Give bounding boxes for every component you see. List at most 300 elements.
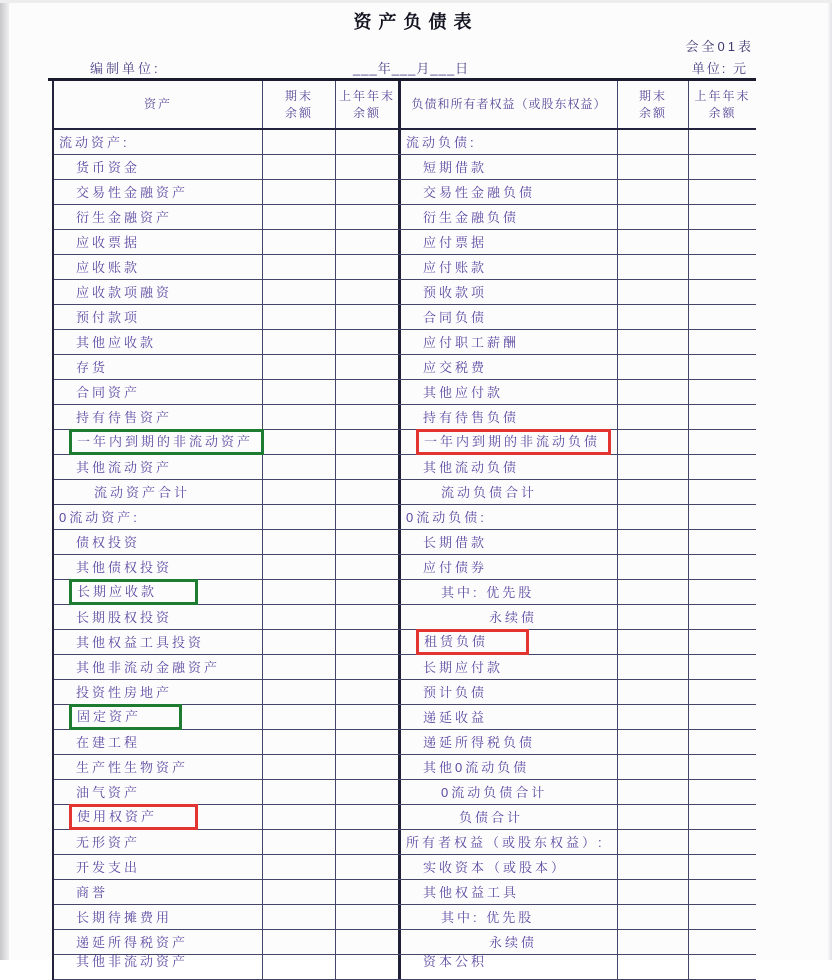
liability-ending-balance-cell [618, 705, 689, 729]
liability-prior-year-cell [689, 755, 756, 779]
liability-prior-year-cell [689, 205, 756, 229]
liability-item-label: 递延收益 [423, 709, 488, 725]
liability-ending-balance-cell [618, 405, 689, 429]
asset-prior-year-cell [336, 505, 401, 529]
liability-item-label: 其中: 优先股 [441, 584, 535, 600]
liability-item-cell [401, 430, 618, 454]
liability-ending-balance-cell [618, 155, 689, 179]
liability-item-cell [401, 605, 618, 629]
asset-ending-balance-cell [263, 280, 336, 304]
liability-item-label: 流动负债合计 [441, 484, 538, 500]
asset-ending-balance-cell [263, 555, 336, 579]
ending-balance-line1: 期末 [284, 88, 313, 103]
asset-item-cell [54, 955, 263, 979]
prior-year-column-header-2 [689, 81, 756, 128]
asset-item-cell [54, 755, 263, 779]
asset-item-label: 持有待售资产 [76, 409, 173, 425]
prior-year-column-header [336, 81, 401, 128]
asset-prior-year-cell [336, 330, 401, 354]
asset-prior-year-cell [336, 530, 401, 554]
liability-prior-year-cell [689, 530, 756, 554]
asset-item-cell [54, 430, 263, 454]
asset-item-cell [54, 355, 263, 379]
liability-ending-balance-cell [618, 880, 689, 904]
liability-item-label: 其中: 优先股 [441, 909, 535, 925]
asset-prior-year-cell [336, 280, 401, 304]
asset-item-label: 其他非流动金融资产 [76, 659, 221, 675]
liability-item-cell [401, 855, 618, 879]
liability-item-label: 其他0流动负债 [423, 759, 530, 775]
asset-prior-year-cell [336, 405, 401, 429]
liability-item-cell [401, 730, 618, 754]
table-row [54, 830, 756, 855]
liability-prior-year-cell [689, 130, 756, 154]
table-row [54, 580, 756, 605]
liability-prior-year-cell [689, 580, 756, 604]
asset-item-cell [54, 280, 263, 304]
asset-item-label: 其他流动资产 [76, 459, 173, 475]
ending-balance-line2: 余额 [638, 105, 667, 120]
asset-ending-balance-cell [263, 205, 336, 229]
liability-item-label: 负债合计 [459, 809, 524, 825]
table-row [54, 755, 756, 780]
asset-item-label: 其他应收款 [76, 334, 157, 350]
liability-prior-year-cell [689, 930, 756, 954]
asset-item-cell [54, 780, 263, 804]
table-row [54, 930, 756, 955]
liability-ending-balance-cell [618, 855, 689, 879]
table-row [54, 680, 756, 705]
liability-prior-year-cell [689, 380, 756, 404]
liability-prior-year-cell [689, 905, 756, 929]
asset-prior-year-cell [336, 130, 401, 154]
liability-prior-year-cell [689, 230, 756, 254]
table-row [54, 630, 756, 655]
table-row [54, 380, 756, 405]
table-row [54, 730, 756, 755]
liability-ending-balance-cell [618, 130, 689, 154]
liability-prior-year-cell [689, 630, 756, 654]
liability-prior-year-cell [689, 430, 756, 454]
liability-item-label: 流动负债: [406, 134, 477, 150]
table-row [54, 405, 756, 430]
liability-ending-balance-cell [618, 755, 689, 779]
asset-item-cell [54, 930, 263, 954]
liability-item-cell [401, 705, 618, 729]
ending-balance-column-header-2 [618, 81, 689, 128]
liability-item-cell [401, 905, 618, 929]
liabilities-header-label: 负债和所有者权益（或股东权益） [411, 97, 607, 111]
liability-ending-balance-cell [618, 330, 689, 354]
asset-prior-year-cell [336, 305, 401, 329]
asset-ending-balance-cell [263, 855, 336, 879]
liability-prior-year-cell [689, 655, 756, 679]
asset-item-cell [54, 530, 263, 554]
liability-item-cell [401, 180, 618, 204]
asset-prior-year-cell [336, 880, 401, 904]
asset-prior-year-cell [336, 255, 401, 279]
asset-item-label: 其他债权投资 [76, 559, 173, 575]
asset-item-label-green-box: 一年内到期的非流动资产 [69, 429, 264, 455]
liability-ending-balance-cell [618, 380, 689, 404]
liability-ending-balance-cell [618, 630, 689, 654]
liability-ending-balance-cell [618, 505, 689, 529]
liability-item-cell [401, 530, 618, 554]
asset-item-label: 存货 [76, 359, 109, 375]
asset-item-label: 投资性房地产 [76, 684, 173, 700]
liability-item-label: 永续债 [489, 934, 538, 950]
table-row [54, 330, 756, 355]
liability-item-cell [401, 830, 618, 854]
liability-ending-balance-cell [618, 930, 689, 954]
liability-prior-year-cell [689, 455, 756, 479]
asset-ending-balance-cell [263, 730, 336, 754]
liability-prior-year-cell [689, 280, 756, 304]
table-row [54, 780, 756, 805]
asset-ending-balance-cell [263, 355, 336, 379]
liability-prior-year-cell [689, 355, 756, 379]
liability-item-cell [401, 330, 618, 354]
asset-item-label: 货币资金 [76, 159, 141, 175]
table-row [54, 155, 756, 180]
asset-item-cell [54, 230, 263, 254]
asset-item-cell [54, 830, 263, 854]
asset-ending-balance-cell [263, 705, 336, 729]
asset-prior-year-cell [336, 805, 401, 829]
asset-ending-balance-cell [263, 930, 336, 954]
liability-item-label: 永续债 [489, 609, 538, 625]
liability-item-label: 其他应付款 [423, 384, 504, 400]
liability-item-label: 预收款项 [423, 284, 488, 300]
asset-item-label: 应收款项融资 [76, 284, 173, 300]
asset-prior-year-cell [336, 930, 401, 954]
liability-ending-balance-cell [618, 730, 689, 754]
liability-item-label: 递延所得税负债 [423, 734, 536, 750]
asset-item-label: 商誉 [76, 884, 109, 900]
liability-item-label: 所有者权益（或股东权益）: [406, 834, 605, 850]
asset-ending-balance-cell [263, 330, 336, 354]
liability-item-label: 长期应付款 [423, 659, 504, 675]
asset-item-cell [54, 180, 263, 204]
asset-prior-year-cell [336, 180, 401, 204]
table-row [54, 430, 756, 455]
asset-ending-balance-cell [263, 755, 336, 779]
liability-prior-year-cell [689, 855, 756, 879]
prior-year-line2: 余额 [708, 105, 737, 120]
asset-ending-balance-cell [263, 230, 336, 254]
asset-prior-year-cell [336, 780, 401, 804]
asset-ending-balance-cell [263, 580, 336, 604]
liability-ending-balance-cell [618, 605, 689, 629]
asset-ending-balance-cell [263, 380, 336, 404]
asset-prior-year-cell [336, 655, 401, 679]
asset-item-label: 债权投资 [76, 534, 141, 550]
liability-item-cell [401, 305, 618, 329]
liability-item-cell [401, 255, 618, 279]
asset-item-label: 长期待摊费用 [76, 909, 173, 925]
liability-prior-year-cell [689, 330, 756, 354]
liability-item-cell [401, 930, 618, 954]
asset-prior-year-cell [336, 680, 401, 704]
asset-item-label: 其他非流动资产 [76, 954, 189, 969]
asset-ending-balance-cell [263, 455, 336, 479]
asset-prior-year-cell [336, 430, 401, 454]
table-row [54, 655, 756, 680]
asset-item-cell [54, 855, 263, 879]
table-body [54, 130, 756, 980]
asset-item-label: 应收账款 [76, 259, 141, 275]
asset-item-label: 递延所得税资产 [76, 934, 189, 950]
table-row [54, 955, 756, 980]
asset-item-label: 预付款项 [76, 309, 141, 325]
liability-prior-year-cell [689, 505, 756, 529]
liability-item-label-red-box: 租赁负债 [416, 629, 529, 655]
liability-ending-balance-cell [618, 355, 689, 379]
liability-ending-balance-cell [618, 280, 689, 304]
liability-ending-balance-cell [618, 455, 689, 479]
asset-item-cell [54, 255, 263, 279]
table-row [54, 255, 756, 280]
liability-ending-balance-cell [618, 530, 689, 554]
liability-item-label: 其他流动负债 [423, 459, 520, 475]
liability-ending-balance-cell [618, 830, 689, 854]
asset-item-cell [54, 705, 263, 729]
assets-header-label: 资产 [143, 97, 172, 111]
liability-item-label: 应付账款 [423, 259, 488, 275]
asset-ending-balance-cell [263, 880, 336, 904]
asset-item-label-red-box: 使用权资产 [69, 804, 198, 830]
asset-item-label: 衍生金融资产 [76, 209, 173, 225]
liability-item-cell [401, 680, 618, 704]
asset-prior-year-cell [336, 230, 401, 254]
asset-item-cell [54, 630, 263, 654]
liability-ending-balance-cell [618, 430, 689, 454]
liability-ending-balance-cell [618, 180, 689, 204]
liability-item-cell [401, 955, 618, 979]
asset-item-label: 在建工程 [76, 734, 141, 750]
liability-item-cell [401, 155, 618, 179]
asset-ending-balance-cell [263, 830, 336, 854]
asset-prior-year-cell [336, 705, 401, 729]
liability-item-cell [401, 880, 618, 904]
liability-ending-balance-cell [618, 905, 689, 929]
asset-prior-year-cell [336, 380, 401, 404]
scan-edge-right [827, 0, 832, 960]
liability-ending-balance-cell [618, 255, 689, 279]
table-row [54, 305, 756, 330]
asset-item-label: 长期股权投资 [76, 609, 173, 625]
liability-item-label: 长期借款 [423, 534, 488, 550]
liability-item-cell [401, 130, 618, 154]
table-row [54, 555, 756, 580]
asset-prior-year-cell [336, 905, 401, 929]
asset-item-cell [54, 405, 263, 429]
liability-item-label: 0流动负债合计 [441, 784, 548, 800]
table-row [54, 130, 756, 155]
liability-item-cell [401, 355, 618, 379]
asset-item-label: 交易性金融资产 [76, 184, 189, 200]
liability-item-cell [401, 580, 618, 604]
liability-ending-balance-cell [618, 580, 689, 604]
liability-prior-year-cell [689, 730, 756, 754]
table-row [54, 505, 756, 530]
asset-ending-balance-cell [263, 605, 336, 629]
asset-item-label: 无形资产 [76, 834, 141, 850]
liability-prior-year-cell [689, 780, 756, 804]
liability-item-cell [401, 280, 618, 304]
asset-item-label-green-box: 固定资产 [69, 704, 182, 730]
liability-prior-year-cell [689, 180, 756, 204]
liability-prior-year-cell [689, 555, 756, 579]
asset-item-cell [54, 330, 263, 354]
liability-item-label-red-box: 一年内到期的非流动负债 [416, 429, 611, 455]
date-line: ___年___月___日 [353, 61, 470, 76]
asset-item-cell [54, 505, 263, 529]
asset-ending-balance-cell [263, 955, 336, 979]
asset-item-cell [54, 605, 263, 629]
asset-item-cell [54, 480, 263, 504]
asset-item-label: 油气资产 [76, 784, 141, 800]
asset-item-label: 应收票据 [76, 234, 141, 250]
prior-year-line1: 上年年末 [694, 88, 751, 103]
scan-edge-left [0, 0, 9, 960]
asset-prior-year-cell [336, 830, 401, 854]
asset-item-cell [54, 805, 263, 829]
asset-item-cell [54, 680, 263, 704]
asset-item-label: 合同资产 [76, 384, 141, 400]
liability-prior-year-cell [689, 830, 756, 854]
table-row [54, 805, 756, 830]
liability-ending-balance-cell [618, 480, 689, 504]
asset-ending-balance-cell [263, 255, 336, 279]
asset-prior-year-cell [336, 355, 401, 379]
table-row [54, 455, 756, 480]
asset-item-cell [54, 880, 263, 904]
liability-item-cell [401, 780, 618, 804]
asset-ending-balance-cell [263, 680, 336, 704]
table-row [54, 230, 756, 255]
asset-item-cell [54, 155, 263, 179]
prepared-by-label: 编制单位: [90, 61, 161, 76]
asset-ending-balance-cell [263, 480, 336, 504]
table-row [54, 280, 756, 305]
asset-ending-balance-cell [263, 130, 336, 154]
asset-item-cell [54, 555, 263, 579]
liability-prior-year-cell [689, 705, 756, 729]
assets-column-header [54, 81, 263, 128]
asset-item-cell [54, 905, 263, 929]
asset-ending-balance-cell [263, 905, 336, 929]
asset-item-cell [54, 130, 263, 154]
prior-year-line2: 余额 [352, 105, 381, 120]
table-row [54, 855, 756, 880]
asset-ending-balance-cell [263, 405, 336, 429]
balance-sheet-table [52, 81, 756, 980]
asset-item-cell [54, 580, 263, 604]
asset-ending-balance-cell [263, 655, 336, 679]
liability-ending-balance-cell [618, 655, 689, 679]
liability-item-cell [401, 655, 618, 679]
asset-ending-balance-cell [263, 780, 336, 804]
liability-prior-year-cell [689, 955, 756, 979]
liability-ending-balance-cell [618, 305, 689, 329]
liability-item-label: 短期借款 [423, 159, 488, 175]
asset-item-label: 0流动资产: [59, 509, 140, 525]
liability-ending-balance-cell [618, 955, 689, 979]
liability-prior-year-cell [689, 480, 756, 504]
asset-prior-year-cell [336, 855, 401, 879]
asset-item-label: 流动资产: [59, 134, 130, 150]
table-row [54, 205, 756, 230]
ending-balance-line1: 期末 [638, 88, 667, 103]
table-row [54, 705, 756, 730]
asset-prior-year-cell [336, 555, 401, 579]
liability-item-label: 持有待售负债 [423, 409, 520, 425]
liability-item-label: 0流动负债: [406, 509, 487, 525]
ending-balance-column-header [263, 81, 336, 128]
form-number: 会全01表 [685, 39, 754, 54]
asset-ending-balance-cell [263, 530, 336, 554]
table-row [54, 180, 756, 205]
liability-item-label: 衍生金融负债 [423, 209, 520, 225]
liability-ending-balance-cell [618, 205, 689, 229]
liability-item-cell [401, 230, 618, 254]
asset-ending-balance-cell [263, 430, 336, 454]
table-row [54, 530, 756, 555]
liability-item-cell [401, 405, 618, 429]
liability-item-cell [401, 505, 618, 529]
table-row [54, 355, 756, 380]
table-row [54, 605, 756, 630]
asset-prior-year-cell [336, 480, 401, 504]
liability-prior-year-cell [689, 255, 756, 279]
asset-item-cell [54, 380, 263, 404]
liability-prior-year-cell [689, 680, 756, 704]
liability-item-label: 预计负债 [423, 684, 488, 700]
asset-prior-year-cell [336, 205, 401, 229]
liability-item-label: 应付职工薪酬 [423, 334, 520, 350]
liability-item-label: 应付票据 [423, 234, 488, 250]
asset-ending-balance-cell [263, 305, 336, 329]
liability-item-cell [401, 480, 618, 504]
asset-item-label: 生产性生物资产 [76, 759, 189, 775]
liability-item-cell [401, 380, 618, 404]
asset-item-label: 其他权益工具投资 [76, 634, 205, 650]
liability-item-cell [401, 630, 618, 654]
asset-item-cell [54, 455, 263, 479]
asset-prior-year-cell [336, 155, 401, 179]
asset-prior-year-cell [336, 955, 401, 979]
liabilities-column-header [401, 81, 618, 128]
liability-item-label: 合同负债 [423, 309, 488, 325]
asset-prior-year-cell [336, 630, 401, 654]
asset-ending-balance-cell [263, 630, 336, 654]
asset-ending-balance-cell [263, 155, 336, 179]
unit-label: 单位: 元 [691, 61, 748, 76]
liability-prior-year-cell [689, 805, 756, 829]
liability-ending-balance-cell [618, 780, 689, 804]
asset-prior-year-cell [336, 730, 401, 754]
asset-ending-balance-cell [263, 505, 336, 529]
table-row [54, 880, 756, 905]
liability-item-cell [401, 455, 618, 479]
asset-item-cell [54, 655, 263, 679]
liability-item-label: 应交税费 [423, 359, 488, 375]
liability-item-label: 应付债券 [423, 559, 488, 575]
liability-item-label: 资本公积 [423, 954, 488, 969]
scan-edge-top [0, 0, 832, 3]
liability-ending-balance-cell [618, 805, 689, 829]
